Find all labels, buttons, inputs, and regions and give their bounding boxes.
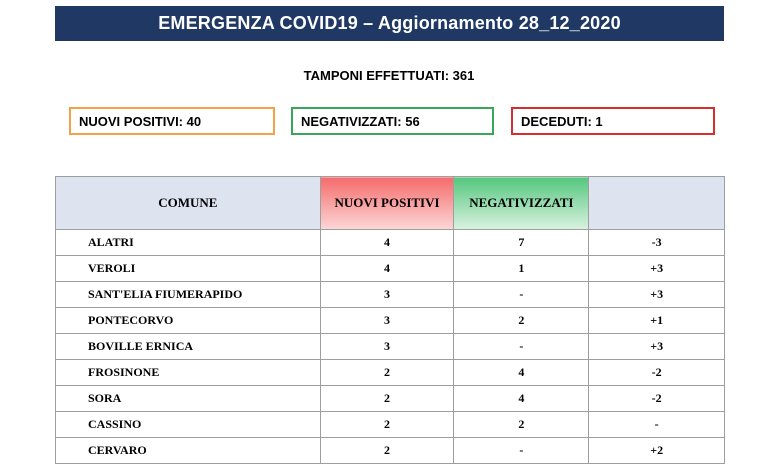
cell-negativizzati: - [454, 282, 589, 308]
table-row [56, 334, 725, 360]
cell-nuovi-positivi: 2 [320, 386, 454, 412]
cell-negativizzati: - [454, 334, 589, 360]
cell-variazione: -3 [589, 230, 725, 256]
cell-variazione: +3 [589, 334, 725, 360]
cell-comune: SORA [56, 386, 321, 412]
table-row [56, 438, 725, 464]
table-row [56, 308, 725, 334]
cell-negativizzati: 2 [454, 412, 589, 438]
cell-nuovi-positivi: 2 [320, 360, 454, 386]
cell-comune: CASSINO [56, 412, 321, 438]
table-row [56, 386, 725, 412]
deceduti-box: DECEDUTI: 1 [511, 107, 715, 135]
cell-nuovi-positivi: 3 [320, 308, 454, 334]
column-header-comune: COMUNE [56, 177, 321, 230]
cell-nuovi-positivi: 2 [320, 412, 454, 438]
cell-variazione: -2 [589, 386, 725, 412]
column-header-variazione [589, 177, 725, 230]
comuni-table [55, 176, 725, 464]
table-row [56, 230, 725, 256]
cell-negativizzati: 7 [454, 230, 589, 256]
table-row [56, 412, 725, 438]
cell-comune: FROSINONE [56, 360, 321, 386]
table-header-row [56, 177, 725, 230]
cell-negativizzati: 4 [454, 360, 589, 386]
cell-variazione: +1 [589, 308, 725, 334]
cell-negativizzati: 4 [454, 386, 589, 412]
cell-comune: ALATRI [56, 230, 321, 256]
cell-variazione: -2 [589, 360, 725, 386]
table-row [56, 282, 725, 308]
cell-comune: CERVARO [56, 438, 321, 464]
cell-nuovi-positivi: 4 [320, 256, 454, 282]
tamponi-effettuati: TAMPONI EFFETTUATI: 361 [303, 68, 475, 83]
cell-variazione: +3 [589, 256, 725, 282]
page-title: EMERGENZA COVID19 – Aggiornamento 28_12_2020 [158, 13, 621, 33]
table-row [56, 256, 725, 282]
table-row [56, 360, 725, 386]
cell-comune: PONTECORVO [56, 308, 321, 334]
cell-comune: SANT'ELIA FIUMERAPIDO [56, 282, 321, 308]
column-header-nuovi-positivi: NUOVI POSITIVI [320, 177, 454, 230]
page-title-banner [55, 6, 724, 41]
cell-nuovi-positivi: 3 [320, 282, 454, 308]
cell-comune: BOVILLE ERNICA [56, 334, 321, 360]
cell-negativizzati: - [454, 438, 589, 464]
cell-negativizzati: 2 [454, 308, 589, 334]
cell-negativizzati: 1 [454, 256, 589, 282]
cell-comune: VEROLI [56, 256, 321, 282]
cell-nuovi-positivi: 2 [320, 438, 454, 464]
cell-variazione: +3 [589, 282, 725, 308]
cell-variazione: - [589, 412, 725, 438]
column-header-negativizzati: NEGATIVIZZATI [454, 177, 589, 230]
negativizzati-box: NEGATIVIZZATI: 56 [291, 107, 494, 135]
nuovi-positivi-box: NUOVI POSITIVI: 40 [69, 107, 275, 135]
cell-variazione: +2 [589, 438, 725, 464]
cell-nuovi-positivi: 3 [320, 334, 454, 360]
cell-nuovi-positivi: 4 [320, 230, 454, 256]
